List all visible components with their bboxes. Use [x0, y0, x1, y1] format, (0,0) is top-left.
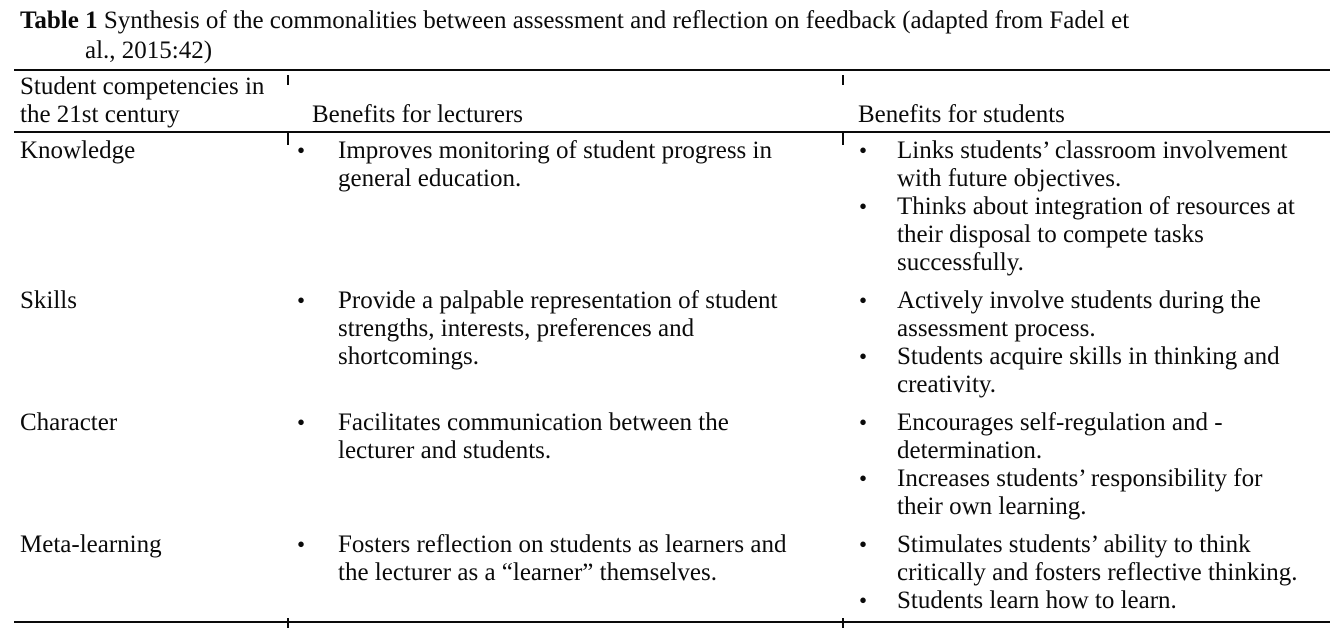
bullet-icon: • [859, 344, 868, 369]
column-divider-tick [842, 131, 844, 145]
table-caption-line2: al., 2015:42) [85, 37, 213, 64]
benefit-text: Facilitates communication between the lecturer and students. [338, 409, 729, 464]
table-row [14, 405, 1330, 527]
bullet-icon: • [859, 588, 868, 613]
benefit-text: Improves monitoring of student progress in general education. [338, 137, 772, 192]
bullet-icon: • [859, 194, 868, 219]
student-benefits-cell [843, 283, 1330, 405]
list-item [288, 531, 808, 587]
lecturer-benefits-cell [288, 132, 843, 283]
lecturer-benefits-cell [288, 527, 843, 622]
benefit-text: Links students’ classroom involvement with future objectives. [897, 137, 1288, 192]
benefit-text: Actively involve students during the assessment process. [897, 287, 1261, 342]
table-caption-text: Synthesis of the commonalities between assessment and reflection on feedback (adapted from Fadel et [103, 7, 1130, 34]
list-item [843, 587, 1307, 615]
benefit-text: Encourages self-regulation and -determination. [897, 409, 1223, 464]
bullet-icon: • [297, 288, 306, 313]
col-header-lecturer-benefits: Benefits for lecturers [312, 101, 524, 128]
bullet-icon: • [859, 138, 868, 163]
benefit-text: Increases students’ responsibility for their own learning. [897, 465, 1263, 520]
student-benefits-cell [843, 405, 1330, 527]
col-header-competencies: Student competencies in the 21st century [20, 73, 265, 128]
list-item [843, 531, 1307, 587]
benefit-text: Students acquire skills in thinking and creativity. [897, 343, 1280, 398]
commonalities-table [14, 69, 1330, 623]
benefit-text: Students learn how to learn. [897, 587, 1177, 614]
column-divider-tick [287, 131, 289, 145]
lecturer-benefits-cell [288, 283, 843, 405]
benefit-text: Stimulates students’ ability to think critically and fosters reflective thinking. [897, 531, 1298, 586]
table-row [14, 132, 1330, 283]
table-row [14, 283, 1330, 405]
table-caption-label: Table 1 [20, 7, 98, 34]
list-item [288, 287, 808, 371]
table-caption [0, 6, 1343, 66]
bullet-icon: • [859, 466, 868, 491]
column-divider-tick [842, 75, 844, 85]
list-item [843, 137, 1307, 193]
document-page [0, 6, 1343, 634]
bullet-icon: • [297, 532, 306, 557]
column-divider-tick [287, 618, 289, 628]
bullet-icon: • [297, 410, 306, 435]
competency-cell: Knowledge [20, 137, 136, 164]
bullet-icon: • [859, 410, 868, 435]
student-benefits-cell [843, 132, 1330, 283]
list-item [288, 137, 808, 193]
table-row [14, 527, 1330, 622]
bullet-icon: • [859, 288, 868, 313]
competency-cell: Character [20, 409, 118, 436]
competency-cell: Meta-learning [20, 531, 162, 558]
list-item [843, 193, 1307, 277]
list-item [843, 465, 1307, 521]
benefit-text: Thinks about integration of resources at their disposal to compete tasks successfully. [897, 193, 1295, 276]
competency-cell: Skills [20, 287, 77, 314]
list-item [843, 409, 1307, 465]
header-row [14, 70, 1330, 132]
list-item [843, 343, 1307, 399]
bullet-icon: • [297, 138, 306, 163]
table-caption-line1 [0, 6, 1343, 36]
column-divider-tick [287, 75, 289, 85]
lecturer-benefits-cell [288, 405, 843, 527]
column-divider-tick [842, 618, 844, 628]
list-item [843, 287, 1307, 343]
benefit-text: Provide a palpable representation of student strengths, interests, preferences and shortcomings. [338, 287, 778, 370]
student-benefits-cell [843, 527, 1330, 622]
col-header-student-benefits: Benefits for students [858, 101, 1065, 128]
benefit-text: Fosters reflection on students as learners and the lecturer as a “learner” themselves. [338, 531, 787, 586]
list-item [288, 409, 808, 465]
bullet-icon: • [859, 532, 868, 557]
